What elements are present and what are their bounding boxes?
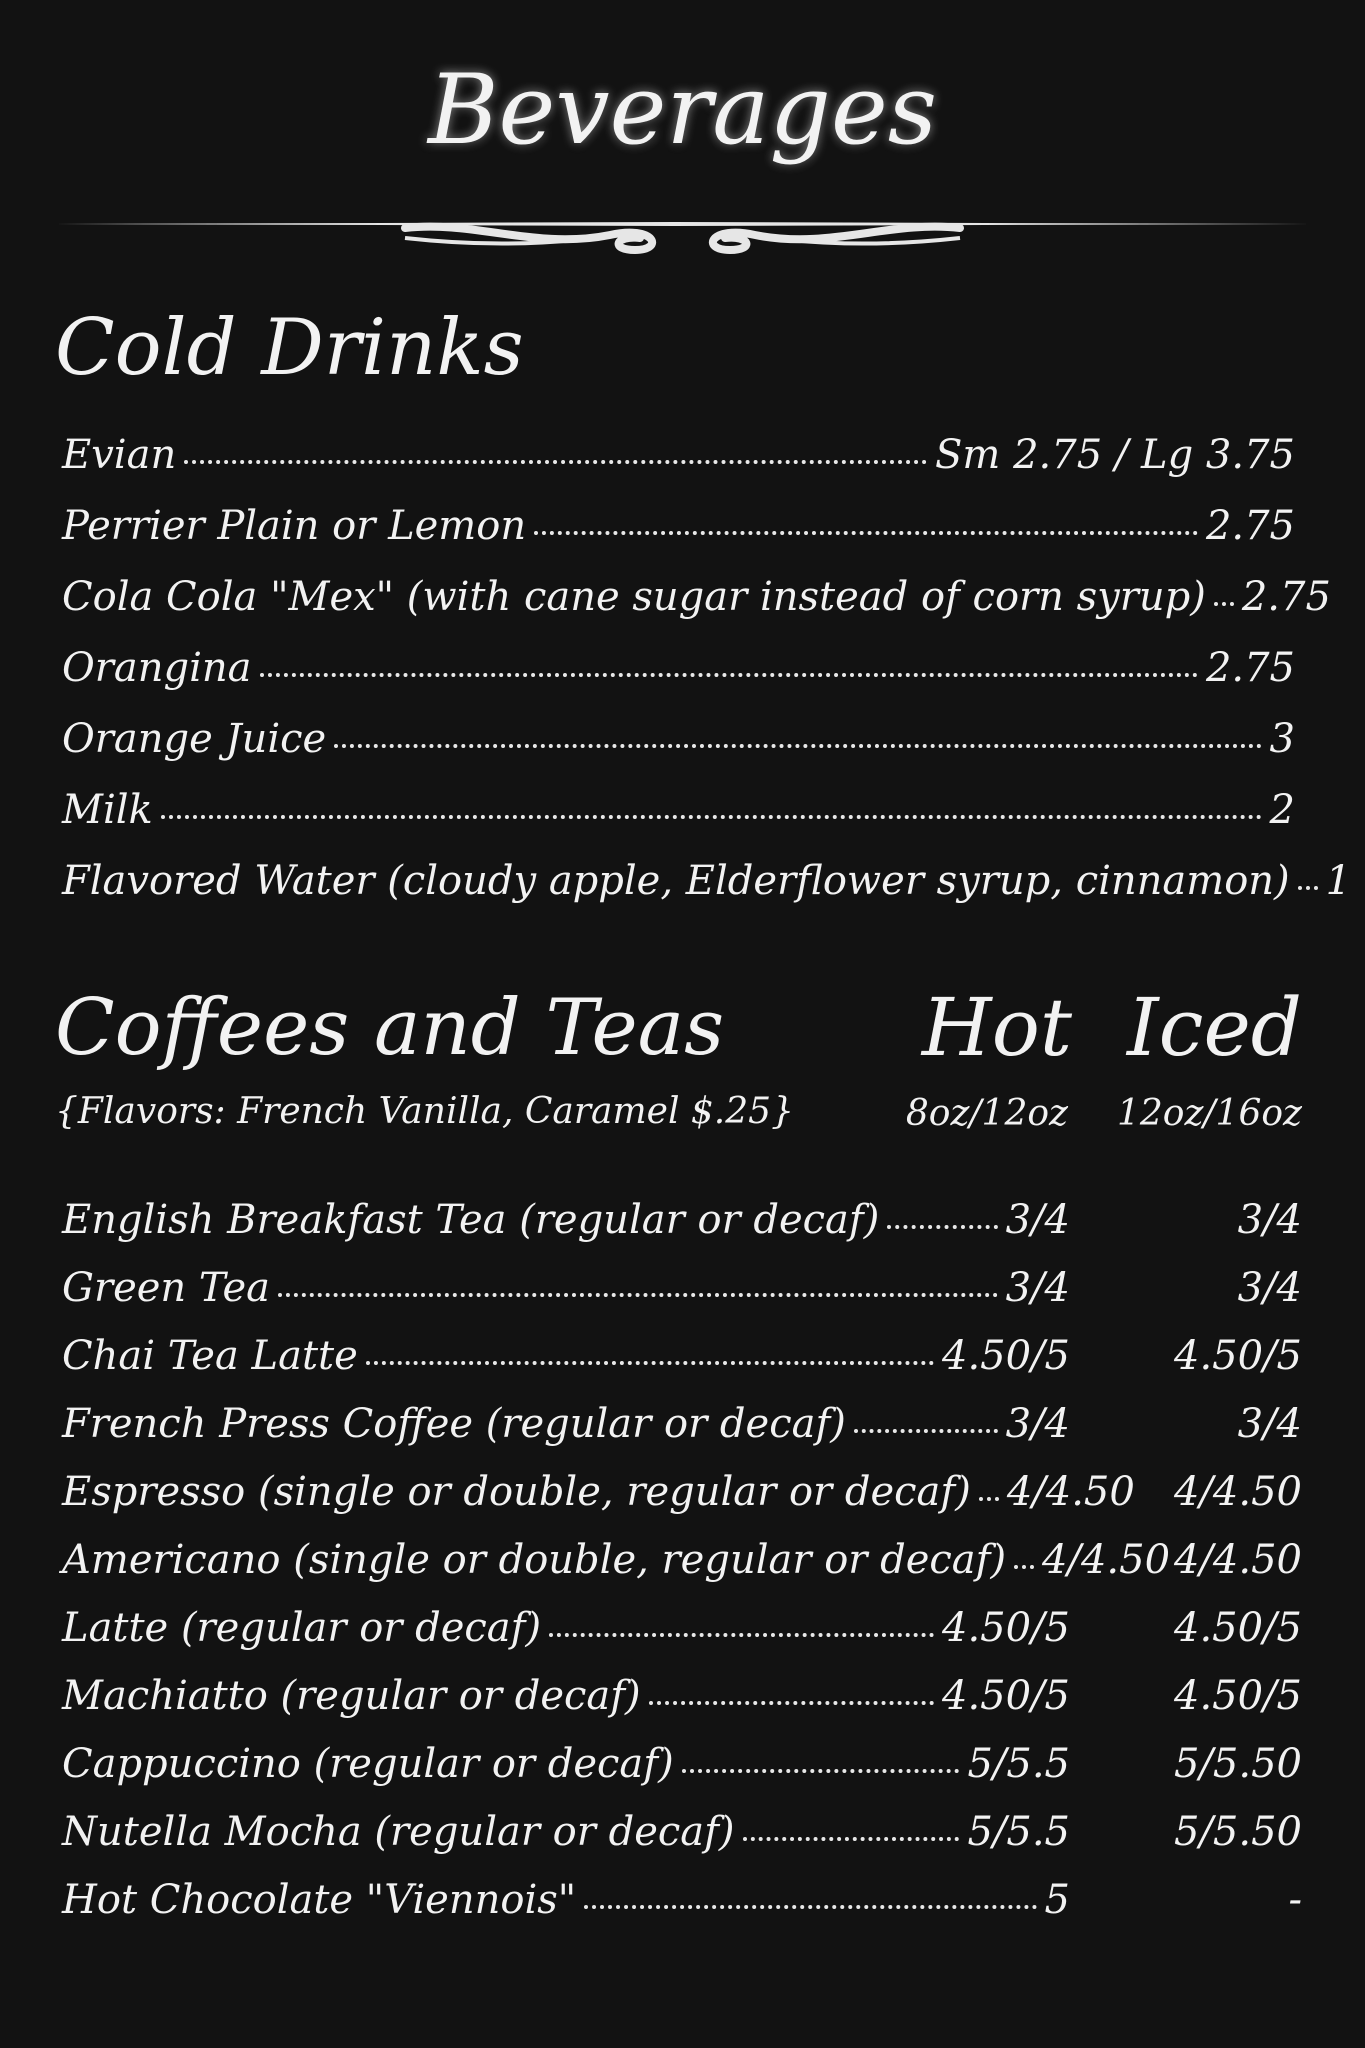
dot-leader [649,1697,934,1705]
hot-price: 4/4.50 [1042,1537,1171,1583]
item-name: Nutella Mocha (regular or decaf) [62,1809,735,1855]
dot-leader [1298,882,1318,890]
hot-price: 5/5.5 [967,1741,1070,1787]
item-name: Evian [62,432,177,478]
hot-sizes: 8oz/12oz [905,1093,1068,1134]
menu-item-row [62,1394,1070,1454]
item-name: Americano (single or double, regular or decaf) [62,1537,1007,1583]
ornamental-divider [55,200,1310,270]
dot-leader [184,456,927,464]
iced-price: 4.50/5 [1174,1673,1302,1719]
iced-price: 3/4 [1237,1401,1302,1447]
dot-leader [887,1221,997,1229]
hot-price: 4/4.50 [1006,1469,1135,1515]
iced-sizes: 12oz/16oz [1116,1093,1302,1134]
hot-price: 5/5.5 [967,1809,1070,1855]
dot-leader [278,1289,998,1297]
item-name: Green Tea [62,1265,270,1311]
menu-item-row [62,1258,1070,1318]
page-title: Beverages [427,54,938,166]
item-name: Cappuccino (regular or decaf) [62,1741,674,1787]
item-name: Hot Chocolate "Viennois" [62,1877,577,1923]
iced-price: 5/5.50 [1174,1809,1302,1855]
hot-price: 3/4 [1005,1401,1070,1447]
menu-item-row [62,638,1295,698]
hot-price: 4.50/5 [942,1673,1070,1719]
menu-item-row [62,1802,1070,1862]
hot-column-header: Hot [921,981,1072,1074]
item-name: Milk [62,787,153,833]
dot-leader [1214,598,1234,606]
dot-leader [260,669,1198,677]
iced-price: 4.50/5 [1174,1333,1302,1379]
item-name: Cola Cola "Mex" (with cane sugar instead of corn syrup) [62,574,1206,620]
dot-leader [534,527,1198,535]
item-price: 2 [1269,787,1295,833]
menu-item-row [62,1530,1171,1590]
menu-item-row [62,851,1352,911]
menu-item-row [62,567,1331,627]
hot-price: 5 [1044,1877,1070,1923]
cold-drinks-heading: Cold Drinks [55,303,524,393]
hot-price: 3/4 [1005,1197,1070,1243]
menu-item-row [62,1190,1070,1250]
iced-price: 4/4.50 [1174,1469,1302,1515]
menu-item-row [62,1734,1070,1794]
menu-item-row [62,1462,1135,1522]
hot-price: 4.50/5 [942,1605,1070,1651]
dot-leader [979,1493,999,1501]
item-price: 2.75 [1241,574,1331,620]
menu-item-row [62,709,1295,769]
dot-leader [549,1629,934,1637]
dot-leader [682,1765,960,1773]
menu-item-row [62,496,1295,556]
item-name: Machiatto (regular or decaf) [62,1673,641,1719]
dot-leader [366,1357,934,1365]
menu-item-row [62,1666,1070,1726]
menu-item-row [62,1870,1070,1930]
menu-item-row [62,1598,1070,1658]
menu-item-row [62,425,1295,485]
hot-price: 3/4 [1005,1265,1070,1311]
iced-price: 4/4.50 [1174,1537,1302,1583]
menu-item-row [62,780,1295,840]
item-name: Orange Juice [62,716,327,762]
item-name: Orangina [62,645,252,691]
item-name: Chai Tea Latte [62,1333,358,1379]
item-name: French Press Coffee (regular or decaf) [62,1401,846,1447]
dot-leader [161,811,1262,819]
iced-price: - [1288,1877,1302,1923]
iced-price: 3/4 [1237,1197,1302,1243]
flavors-note: {Flavors: French Vanilla, Caramel $.25} [55,1091,794,1132]
dot-leader [1014,1561,1034,1569]
item-price: 1 [1325,858,1352,904]
coffees-teas-heading: Coffees and Teas [55,983,725,1073]
item-name: English Breakfast Tea (regular or decaf) [62,1197,880,1243]
iced-column-header: Iced [1127,981,1302,1074]
item-price: 2.75 [1205,503,1295,549]
dot-leader [584,1901,1036,1909]
dot-leader [334,740,1261,748]
iced-price: 5/5.50 [1174,1741,1302,1787]
iced-price: 4.50/5 [1174,1605,1302,1651]
item-price: 2.75 [1205,645,1295,691]
item-price: Sm 2.75 / Lg 3.75 [935,432,1295,478]
item-name: Espresso (single or double, regular or decaf) [62,1469,971,1515]
dot-leader [854,1425,998,1433]
item-name: Latte (regular or decaf) [62,1605,542,1651]
item-name: Perrier Plain or Lemon [62,503,527,549]
hot-price: 4.50/5 [942,1333,1070,1379]
item-name: Flavored Water (cloudy apple, Elderflower syrup, cinnamon) [62,858,1290,904]
menu-item-row [62,1326,1070,1386]
item-price: 3 [1269,716,1295,762]
dot-leader [743,1833,960,1841]
iced-price: 3/4 [1237,1265,1302,1311]
